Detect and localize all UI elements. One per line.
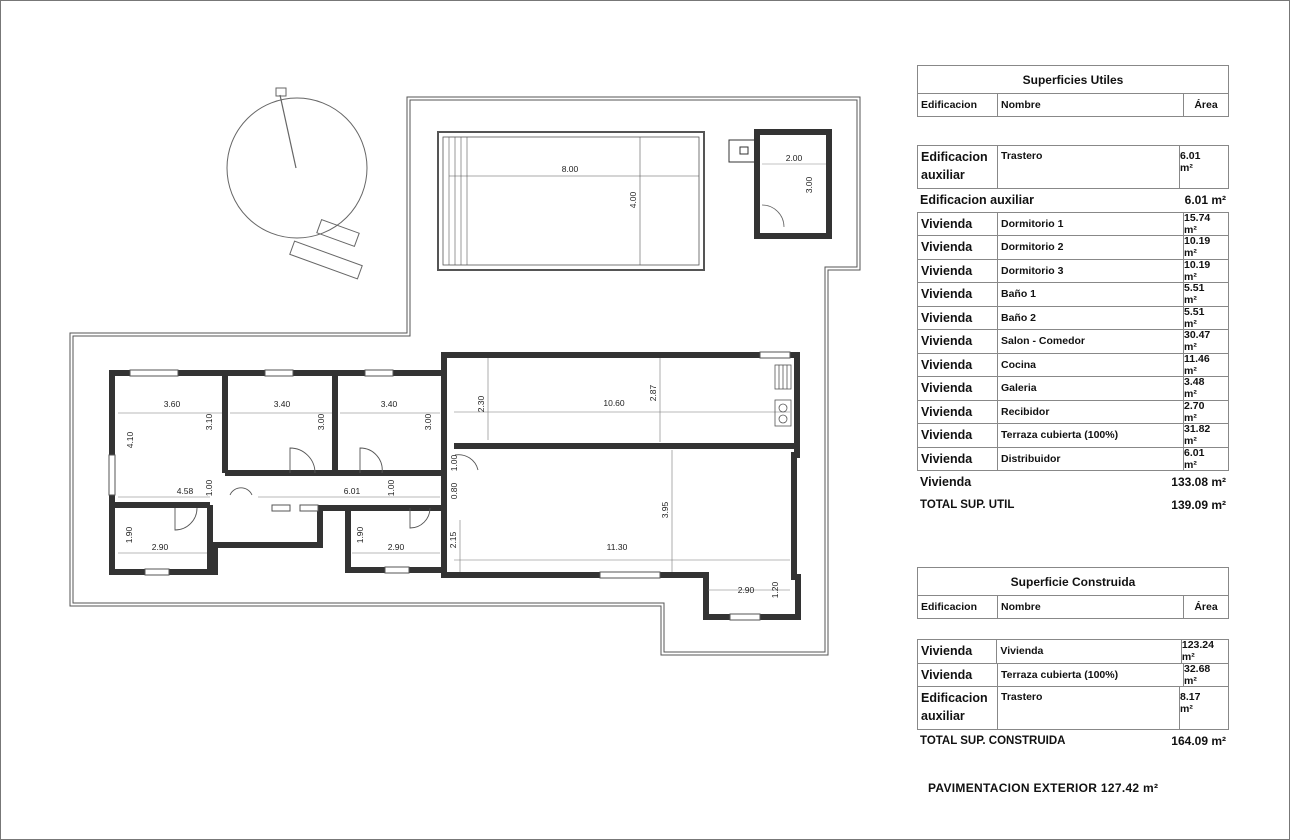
cell-area: 6.01 m² [1179,146,1228,188]
table-row [917,354,1229,378]
cell-area: 30.47 m² [1183,330,1228,353]
total-value: 139.09 m² [1171,497,1226,512]
superficies-utiles-table [917,65,1229,516]
doors [175,448,478,530]
cell-edificacion: Vivienda [921,287,973,302]
dim-hall-width-c: 1.00 [449,454,459,472]
dim-terrace-length: 10.60 [603,398,625,408]
dim-hall-upper: 4.58 [176,486,194,496]
dim-storage-depth: 3.00 [804,176,814,194]
dim-pool-width: 4.00 [628,191,638,209]
cell-area: 123.24 m² [1181,640,1228,663]
cell-edificacion: Vivienda [921,667,973,682]
cell-edificacion: Vivienda [921,451,973,466]
swimming-pool [438,132,704,270]
cell-edificacion: Vivienda [921,240,973,255]
cell-area: 8.17 m² [1179,687,1228,729]
cell-edificacion: Vivienda [921,357,973,372]
total-label: TOTAL SUP. UTIL [920,498,1015,511]
cell-edificacion: Vivienda [921,404,973,419]
cell-edificacion: Vivienda [921,216,973,231]
subtotal-value: 6.01 m² [1184,193,1226,208]
cell-area: 10.19 m² [1183,236,1228,259]
subtotal-row [917,189,1229,212]
cell-area: 2.70 m² [1183,401,1228,424]
dim-hall-gap: 0.80 [449,482,459,500]
table-row [917,212,1229,237]
cell-nombre: Salon - Comedor [997,330,1183,353]
dim-living-depth: 3.95 [660,501,670,519]
lounger [290,241,362,279]
dim-gallery-depth: 1.20 [770,581,780,599]
total-label: TOTAL SUP. CONSTRUIDA [920,735,1066,748]
dim-room1-width: 3.60 [163,399,181,409]
dim-room2-width: 3.40 [273,399,291,409]
dim-room3-depth: 3.00 [423,413,433,431]
subtotal-label: Vivienda [920,475,972,490]
exterior-paving-note: PAVIMENTACION EXTERIOR 127.42 m² [928,781,1159,795]
table-row [917,639,1229,664]
dim-room2-depth: 3.00 [316,413,326,431]
table-row [917,145,1229,189]
cell-nombre: Recibidor [997,401,1183,424]
dim-bath2-width: 2.90 [387,542,405,552]
dim-gallery-width: 2.90 [737,585,755,595]
cell-area: 5.51 m² [1183,307,1228,330]
subtotal-row [917,471,1229,494]
cell-area: 6.01 m² [1183,448,1228,471]
dim-hall-width-b: 1.00 [386,479,396,497]
total-row [917,494,1229,517]
subtotal-label: Edificacion auxiliar [920,193,1034,208]
table-row [917,424,1229,448]
cell-nombre: Baño 2 [997,307,1183,330]
dim-bath1-depth: 1.90 [124,526,134,544]
header-area: Área [1183,94,1228,116]
cell-nombre: Vivienda [996,640,1181,663]
superficie-construida-table [917,567,1229,753]
table-row [917,687,1229,730]
cell-nombre: Cocina [997,354,1183,377]
header-nombre: Nombre [997,596,1183,618]
table-row [917,330,1229,354]
cell-nombre: Trastero [997,687,1179,729]
header-nombre: Nombre [997,94,1183,116]
cell-edificacion: Edificacion auxiliar [921,691,988,723]
header-area: Área [1183,596,1228,618]
dim-terrace-depth: 2.87 [648,384,658,402]
cell-edificacion: Vivienda [921,310,973,325]
header-edificacion: Edificacion [921,601,978,613]
table-row [917,283,1229,307]
cell-nombre: Dormitorio 2 [997,236,1183,259]
dim-room1-depth: 3.10 [204,413,214,431]
cell-area: 11.46 m² [1183,354,1228,377]
table-row [917,307,1229,331]
table-title: Superficie Construida [917,567,1229,595]
cell-edificacion: Vivienda [921,428,973,443]
table-header [917,595,1229,619]
cell-nombre: Dormitorio 1 [997,213,1183,236]
storage-room [729,132,829,236]
cell-edificacion: Vivienda [921,381,973,396]
total-value: 164.09 m² [1171,734,1226,749]
dim-room1-overall: 4.10 [125,431,135,449]
table-title: Superficies Utiles [917,65,1229,93]
round-table [227,98,367,238]
table-header [917,93,1229,117]
header-edificacion: Edificacion [921,99,978,111]
cell-nombre: Terraza cubierta (100%) [997,664,1183,687]
kitchen-fittings [775,365,791,426]
cell-edificacion: Vivienda [921,644,973,659]
dimension-lines [118,358,790,590]
cell-edificacion: Vivienda [921,334,973,349]
cell-nombre: Dormitorio 3 [997,260,1183,283]
dim-hall-lower: 6.01 [343,486,361,496]
dim-bath1-width: 2.90 [151,542,169,552]
cell-edificacion: Vivienda [921,263,973,278]
cell-edificacion: Edificacion auxiliar [921,150,988,182]
total-row [917,730,1229,753]
table-row [917,448,1229,472]
cell-nombre: Trastero [997,146,1179,188]
dim-living-side: 2.15 [448,531,458,549]
cell-area: 15.74 m² [1183,213,1228,236]
cell-area: 10.19 m² [1183,260,1228,283]
dim-terrace-side: 2.30 [476,395,486,413]
cell-area: 5.51 m² [1183,283,1228,306]
cell-nombre: Baño 1 [997,283,1183,306]
dim-storage-width: 2.00 [785,153,803,163]
cell-nombre: Galeria [997,377,1183,400]
dim-hall-width-a: 1.00 [204,479,214,497]
dim-living-length: 11.30 [606,542,628,552]
cell-nombre: Distribuidor [997,448,1183,471]
cell-nombre: Terraza cubierta (100%) [997,424,1183,447]
dim-bath2-depth: 1.90 [355,526,365,544]
cell-area: 3.48 m² [1183,377,1228,400]
table-row [917,377,1229,401]
table-row [917,664,1229,688]
cell-area: 31.82 m² [1183,424,1228,447]
garden-furniture [227,88,367,279]
subtotal-value: 133.08 m² [1171,475,1226,490]
table-row [917,260,1229,284]
table-row [917,236,1229,260]
dim-pool-length: 8.00 [561,164,579,174]
cell-area: 32.68 m² [1183,664,1228,687]
dim-room3-width: 3.40 [380,399,398,409]
table-row [917,401,1229,425]
